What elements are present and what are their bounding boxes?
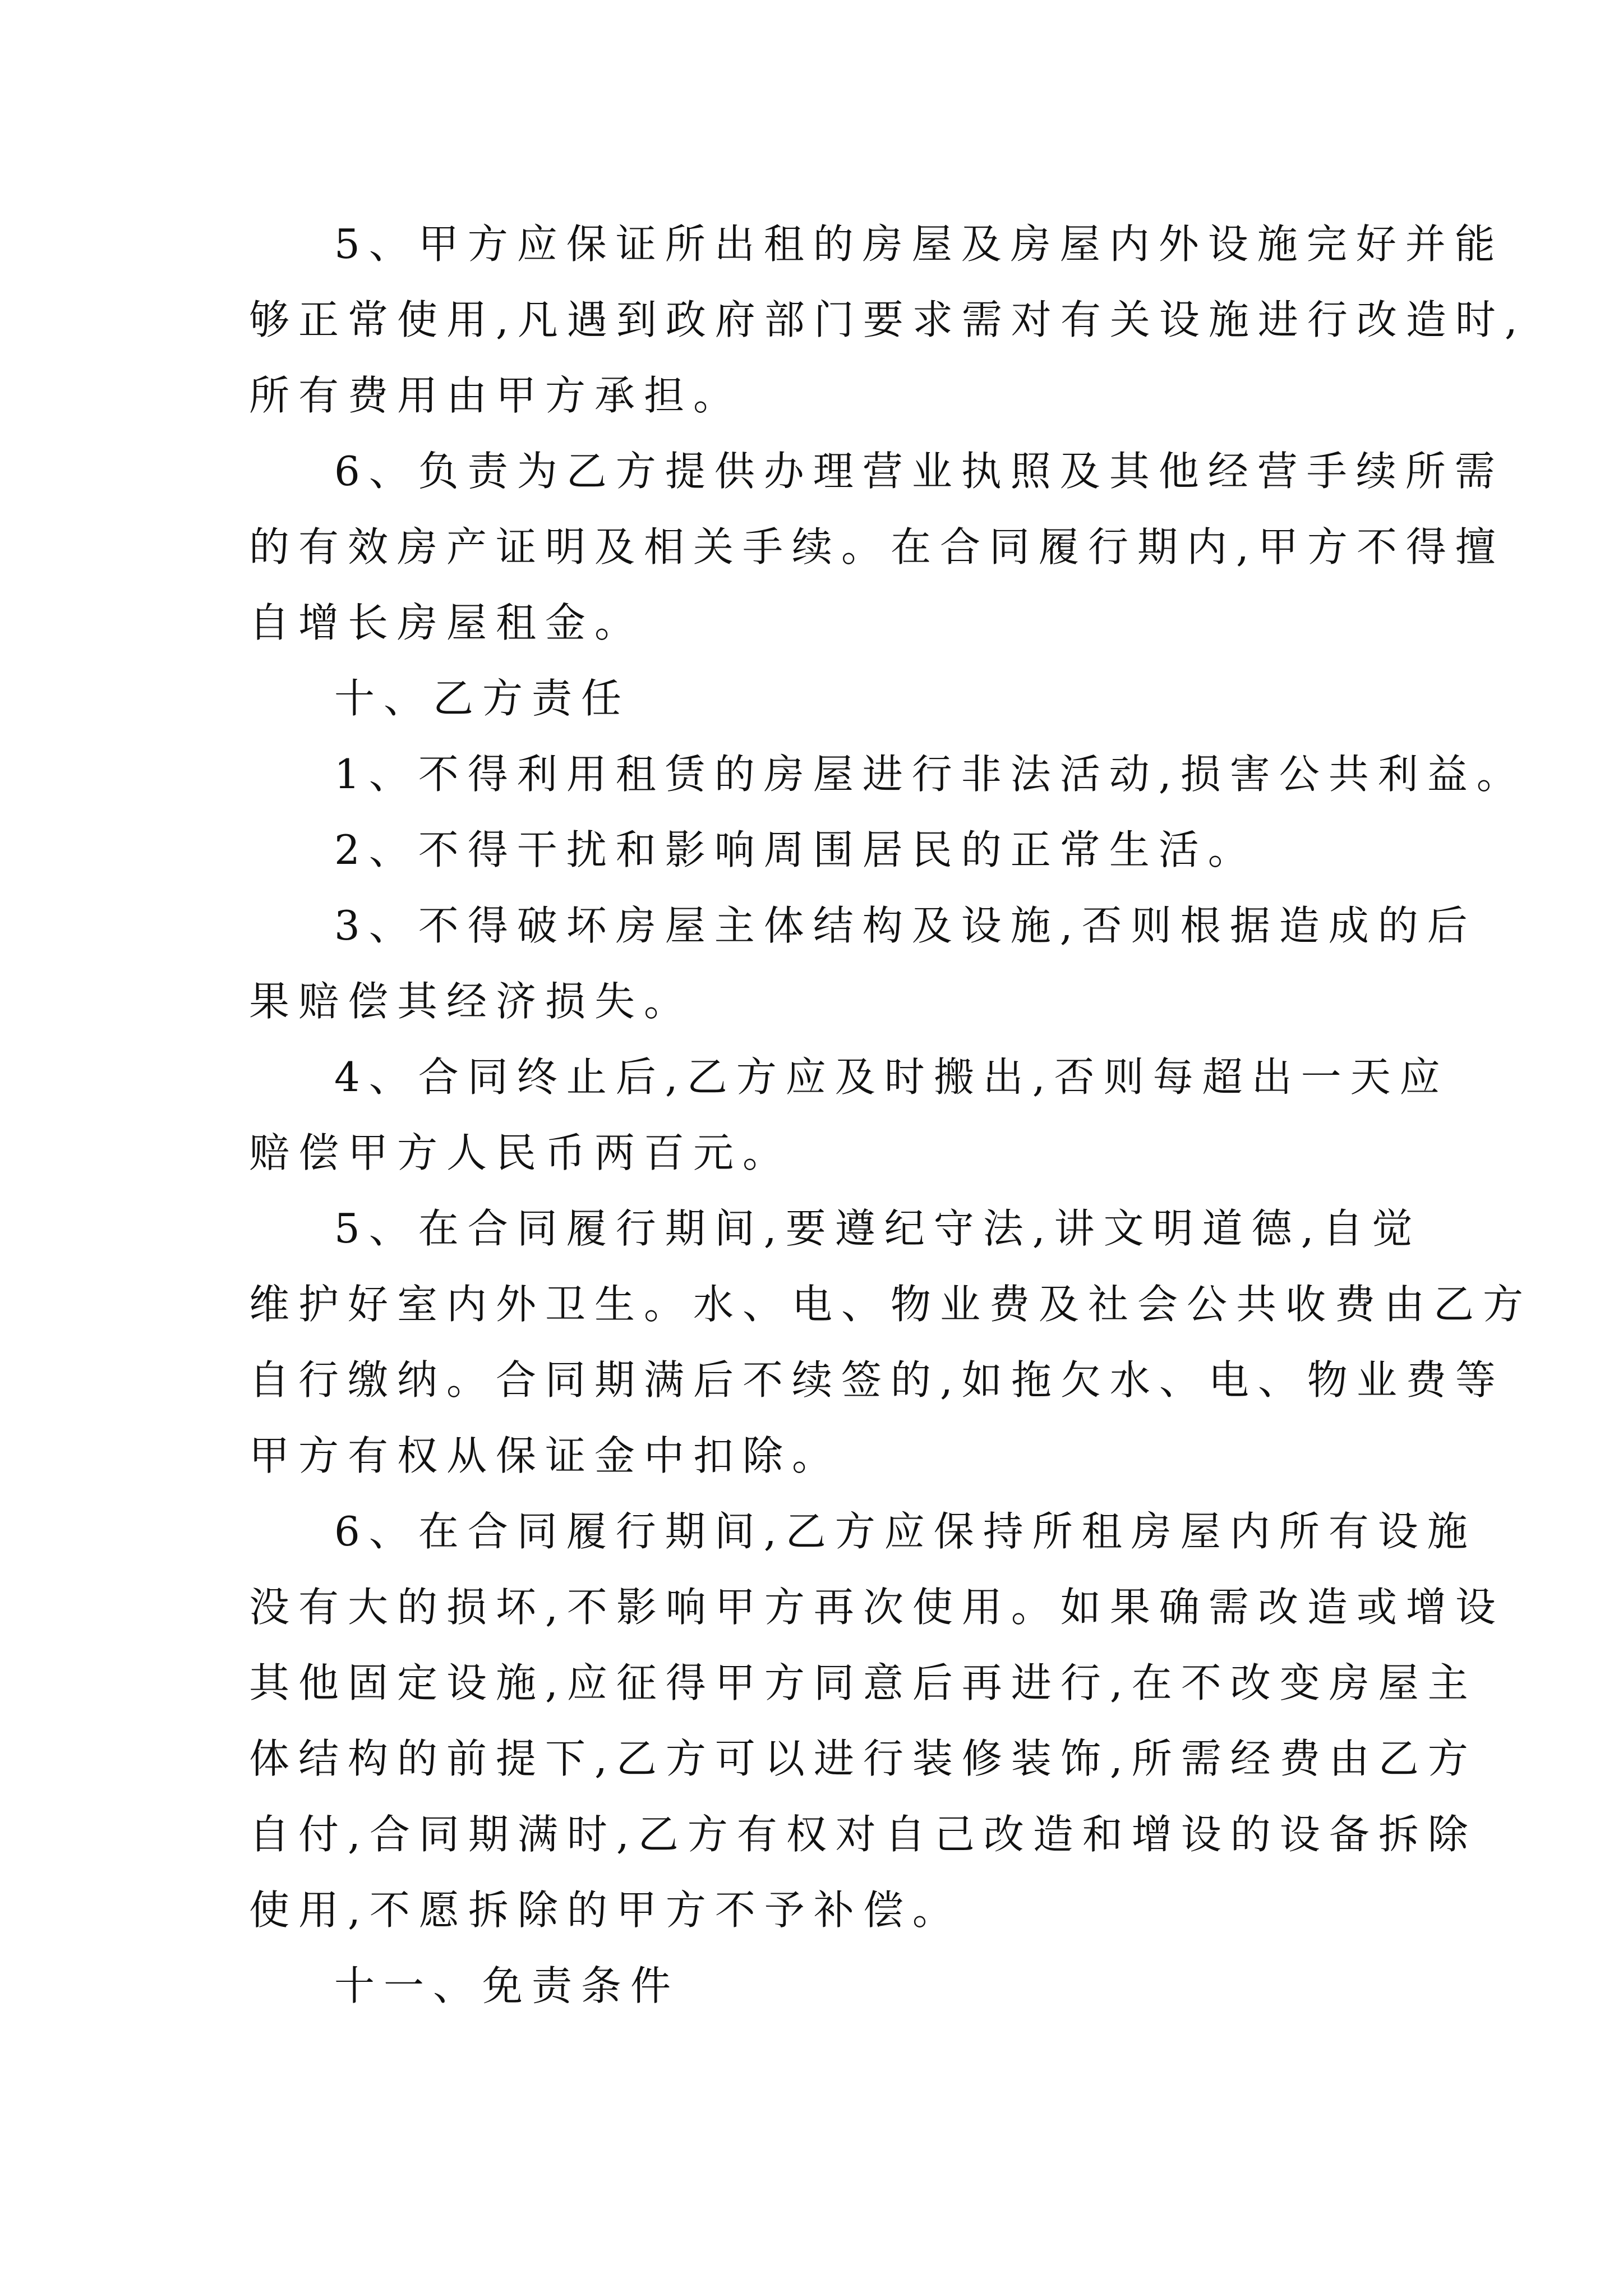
clause-9-6-line-2: 的有效房产证明及相关手续。在合同履行期内,甲方不得擅 [249,523,1505,570]
clause-10-4-line-1: 4、合同终止后,乙方应及时搬出,否则每超出一天应 [334,1053,1449,1101]
clause-10-5-line-4: 甲方有权从保证金中扣除。 [249,1432,842,1479]
section-10-heading: 十、乙方责任 [334,675,631,722]
clause-10-2-line-1: 2、不得干扰和影响周围居民的正常生活。 [334,826,1257,873]
clause-10-6-line-2: 没有大的损坏,不影响甲方再次使用。如果确需改造或增设 [249,1584,1505,1631]
clause-9-5-line-3: 所有费用由甲方承担。 [249,372,743,419]
clause-10-6-line-3: 其他固定设施,应征得甲方同意后再进行,在不改变房屋主 [249,1659,1477,1706]
clause-9-5-line-2: 够正常使用,凡遇到政府部门要求需对有关设施进行改造时, [249,296,1527,343]
clause-10-6-line-5: 自付,合同期满时,乙方有权对自己改造和增设的设备拆除 [249,1811,1477,1858]
clause-10-4-line-2: 赔偿甲方人民币两百元。 [249,1129,792,1176]
clause-9-6-line-3: 自增长房屋租金。 [249,599,644,646]
clause-9-5-line-1: 5、甲方应保证所出租的房屋及房屋内外设施完好并能 [334,220,1504,268]
clause-10-6-line-1: 6、在合同履行期间,乙方应保持所租房屋内所有设施 [334,1508,1477,1555]
clause-10-5-line-3: 自行缴纳。合同期满后不续签的,如拖欠水、电、物业费等 [249,1356,1505,1404]
clause-10-6-line-6: 使用,不愿拆除的甲方不予补偿。 [249,1887,962,1934]
clause-9-6-line-1: 6、负责为乙方提供办理营业执照及其他经营手续所需 [334,448,1504,495]
clause-10-1-line-1: 1、不得利用租赁的房屋进行非法活动,损害公共利益。 [334,751,1526,798]
section-11-heading: 十一、免责条件 [334,1962,680,2009]
clause-10-5-line-1: 5、在合同履行期间,要遵纪守法,讲文明道德,自觉 [334,1205,1422,1252]
clause-10-3-line-2: 果赔偿其经济损失。 [249,978,694,1025]
clause-10-5-line-2: 维护好室内外卫生。水、电、物业费及社会公共收费由乙方 [249,1281,1533,1328]
clause-10-6-line-4: 体结构的前提下,乙方可以进行装修装饰,所需经费由乙方 [249,1735,1477,1782]
clause-10-3-line-1: 3、不得破坏房屋主体结构及设施,否则根据造成的后 [334,902,1477,949]
